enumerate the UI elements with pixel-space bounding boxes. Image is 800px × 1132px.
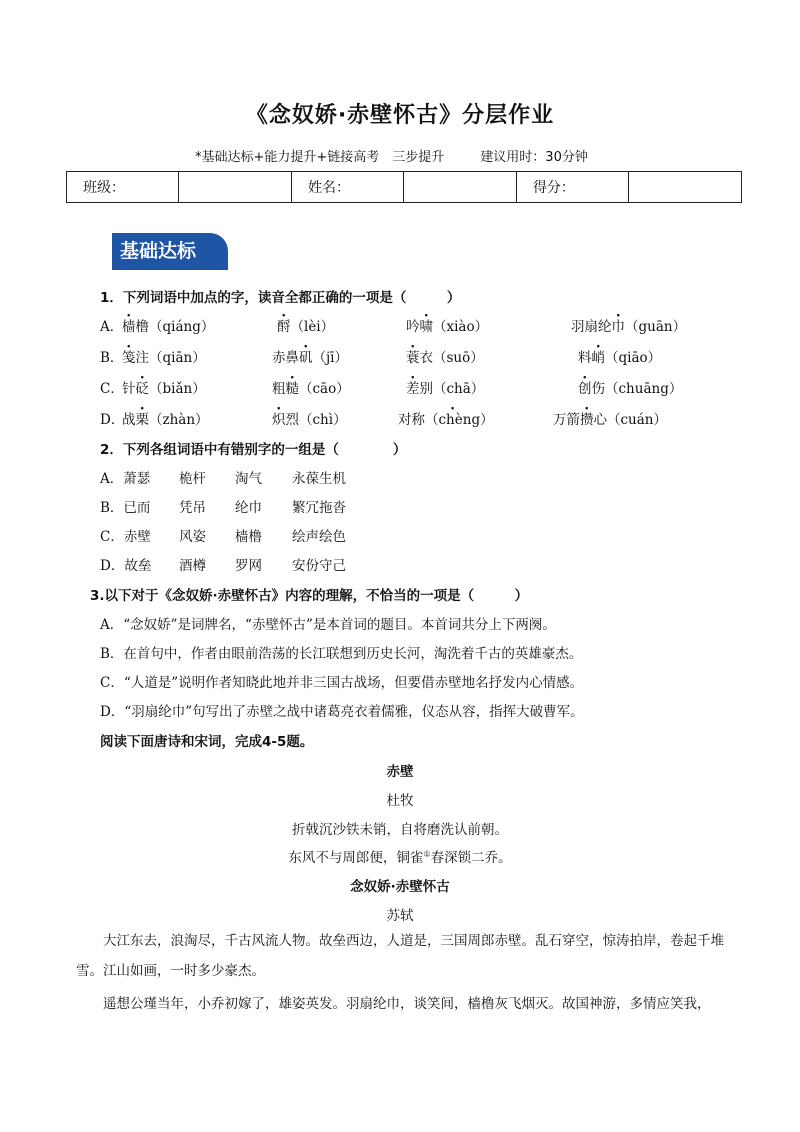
poem2-paragraph-2: 遥想公瑾当年，小乔初嫁了，雄姿英发。羽扇纶巾，谈笑间，樯橹灰飞烟灭。故国神游，多情应笑我， (103, 996, 711, 1012)
q2-option-b-w4: 繁冗拖沓 (292, 500, 346, 516)
q1-option-b-word4: 料峭（qiāo） (578, 350, 662, 366)
q3-option-b: B．在首句中，作者由眼前浩荡的长江联想到历史长河，淘洗着千古的英雄豪杰。 (100, 646, 583, 662)
student-info-table (66, 171, 742, 203)
question-1-stem: 1．下列词语中加点的字，读音全都正确的一项是（ ） (100, 290, 461, 306)
q2-option-d-w3: 罗网 (235, 558, 262, 574)
q2-option-d-w4: 安份守己 (292, 558, 346, 574)
poem2-title: 念奴娇·赤壁怀古 (350, 879, 450, 895)
q1-option-d-word1: 战栗（zhàn） (122, 412, 209, 428)
q1-option-a-label: A． (100, 319, 124, 335)
q2-option-a-w1: A．萧瑟 (100, 471, 151, 487)
question-3-stem: 3.以下对于《念奴娇·赤壁怀古》内容的理解，不恰当的一项是（ ） (90, 588, 529, 604)
section-badge: 基础达标 (112, 233, 228, 270)
q1-option-b-word1: 笺注（qiān） (122, 350, 206, 366)
class-label: 班级： (67, 172, 179, 203)
q2-option-b-w3: 纶巾 (235, 500, 262, 516)
name-label: 姓名： (291, 172, 403, 203)
q2-option-b-w2: 凭吊 (179, 500, 206, 516)
poem1-author: 杜牧 (386, 793, 414, 809)
footnote-marker: ① (423, 849, 431, 859)
q3-option-d: D．“羽扇纶巾”句写出了赤壁之战中诸葛亮衣着儒雅，仪态从容，指挥大破曹军。 (100, 704, 584, 720)
q1-option-b-word3: 蓑衣（suō） (406, 350, 484, 366)
class-field[interactable] (179, 172, 291, 203)
q2-option-a-w4: 永葆生机 (292, 471, 346, 487)
q1-option-c-word2: 粗糙（cāo） (272, 381, 350, 397)
page-title: 《念奴娇·赤壁怀古》分层作业 (245, 103, 555, 128)
q1-option-d-word2: 炽烈（chì） (272, 412, 347, 428)
poem2-author: 苏轼 (386, 908, 414, 924)
q1-option-d-word4: 万箭攒心（cuán） (553, 412, 667, 428)
q2-option-a-w2: 桅杆 (179, 471, 206, 487)
q1-option-c-label: C． (100, 381, 124, 397)
subtitle-time: 建议用时：30分钟 (480, 150, 588, 165)
score-field[interactable] (629, 172, 742, 203)
poem1-title: 赤壁 (386, 764, 414, 780)
q1-option-b-label: B． (100, 350, 124, 366)
poem1-line2: 东风不与周郎便，铜雀①春深锁二乔。 (288, 849, 512, 866)
poem2-paragraph-1: 大江东去，浪淘尽，千古风流人物。故垒西边，人道是，三国周郎赤壁。乱石穿空，惊涛拍岸，卷起千堆雪。江山如画，一时多少豪杰。 (76, 933, 724, 979)
q1-option-c-word1: 针砭（biǎn） (122, 381, 206, 397)
subtitle (195, 146, 588, 165)
q1-option-d-label: D． (100, 412, 125, 428)
q2-option-d-w2: 酒樽 (179, 558, 206, 574)
q2-option-b-w1: B．已而 (100, 500, 151, 516)
q2-option-a-w3: 淘气 (235, 471, 262, 487)
poem1-line1: 折戟沉沙铁未销，自将磨洗认前朝。 (292, 822, 508, 838)
q1-option-d-word3: 对· 称（chèng） (398, 408, 494, 428)
reading-instruction: 阅读下面唐诗和宋词，完成4-5题。 (100, 734, 314, 750)
q1-option-c-word4: 创伤（chuāng） (578, 381, 683, 397)
q2-option-c-w3: 樯橹 (235, 529, 262, 545)
q2-option-c-w1: C．赤壁 (100, 529, 151, 545)
q3-option-a: A．“念奴娇”是词牌名，“赤壁怀古”是本首词的题目。本首词共分上下两阕。 (100, 617, 556, 633)
subtitle-steps: *基础达标+能力提升+链接高考 三步提升 (195, 150, 445, 165)
q2-option-d-w1: D．故垒 (100, 558, 152, 574)
q3-option-c: C．“人道是”说明作者知晓此地并非三国古战场，但要借赤壁地名抒发内心情感。 (100, 675, 584, 691)
score-label: 得分： (516, 172, 628, 203)
q2-option-c-w4: 绘声绘色 (292, 529, 346, 545)
q2-option-c-w2: 风姿 (179, 529, 206, 545)
q1-option-a-word3: 吟啸（xiào） (406, 319, 489, 335)
q1-option-c-word3: 差别（chā） (406, 381, 485, 397)
q1-option-a-word2: 酹（lèi） (277, 319, 335, 335)
q1-option-b-word2: 赤鼻矶（jī） (272, 350, 349, 366)
question-2-stem: 2．下列各组词语中有错别字的一组是（ ） (100, 442, 407, 458)
q1-option-a-word4: 羽扇纶巾（guān） (571, 319, 687, 335)
q1-option-a-word1: 樯橹（qiáng） (122, 319, 215, 335)
name-field[interactable] (404, 172, 516, 203)
